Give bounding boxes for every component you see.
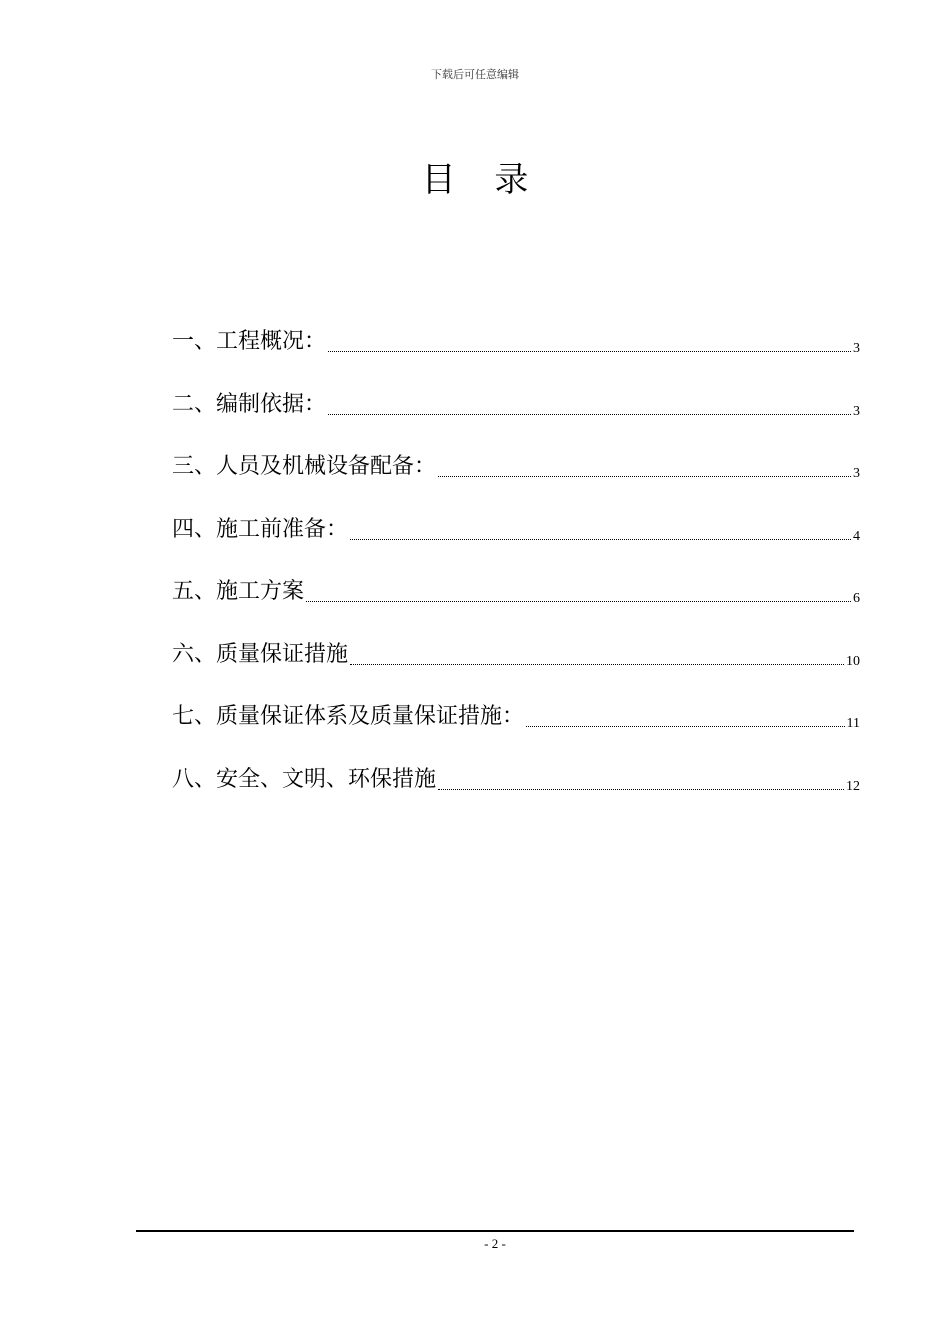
toc-entry-label: 一、工程概况：	[172, 329, 327, 354]
toc-entry-label: 二、编制依据：	[172, 391, 327, 417]
toc-leader-dots	[438, 476, 851, 477]
toc-entry-3[interactable]	[172, 447, 860, 487]
toc-entry-page: 3	[853, 466, 860, 481]
toc-entry-page: 3	[853, 341, 860, 356]
toc-entry-label: 五、施工方案	[172, 579, 305, 604]
toc-entry-label: 四、施工前准备：	[172, 516, 349, 542]
toc-entry-page: 4	[853, 528, 860, 544]
toc-entry-label: 七、质量保证体系及质量保证措施：	[172, 704, 525, 729]
toc-entry-page: 12	[846, 778, 860, 794]
toc-entry-page: 10	[846, 653, 860, 669]
toc-entry-2[interactable]	[172, 385, 860, 425]
toc-entry-6[interactable]	[172, 635, 860, 675]
page-title: 目 录	[421, 160, 543, 200]
toc-entry-label: 三、人员及机械设备配备：	[172, 454, 437, 479]
header-note: 下载后可任意编辑	[431, 68, 519, 81]
footer-page-number: - 2 -	[484, 1236, 506, 1251]
toc-entry-label: 六、质量保证措施	[172, 641, 349, 667]
toc-entry-page: 3	[853, 403, 860, 419]
toc-leader-dots	[526, 726, 845, 727]
table-of-contents	[172, 322, 860, 822]
toc-leader-dots	[438, 789, 844, 790]
toc-entry-label: 八、安全、文明、环保措施	[172, 766, 437, 792]
toc-leader-dots	[306, 601, 851, 602]
toc-leader-dots	[350, 539, 851, 540]
toc-entry-1[interactable]	[172, 322, 860, 362]
footer-divider	[136, 1230, 854, 1232]
toc-entry-5[interactable]	[172, 572, 860, 612]
toc-entry-4[interactable]	[172, 510, 860, 550]
toc-entry-8[interactable]	[172, 760, 860, 800]
toc-entry-page: 11	[846, 716, 860, 731]
toc-entry-7[interactable]	[172, 697, 860, 737]
toc-leader-dots	[350, 664, 844, 665]
toc-leader-dots	[328, 351, 851, 352]
toc-entry-page: 6	[853, 591, 860, 606]
toc-leader-dots	[328, 414, 851, 415]
